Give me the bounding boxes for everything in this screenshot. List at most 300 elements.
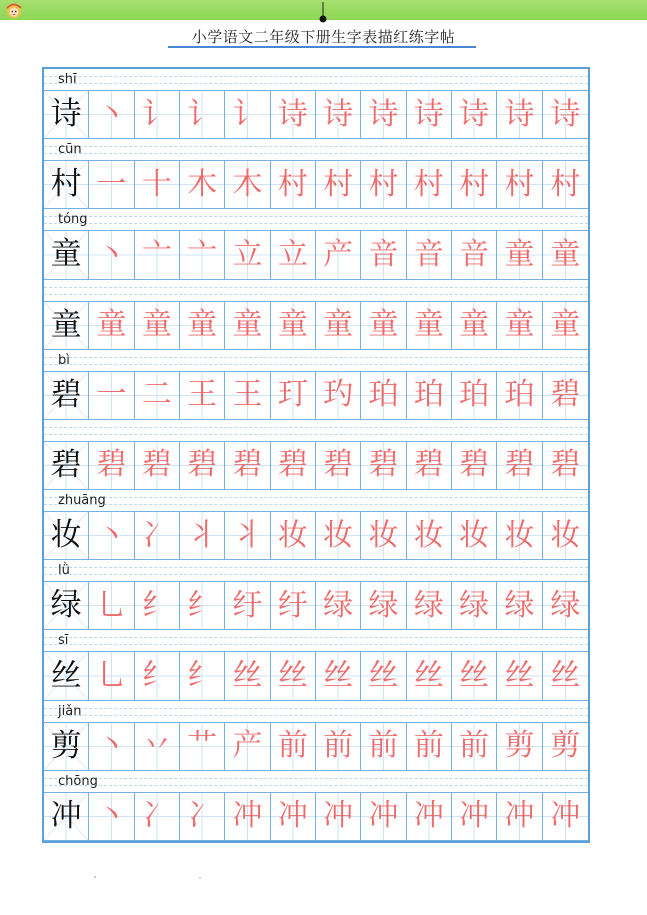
trace-character-cell (180, 793, 225, 841)
trace-character-cell (180, 91, 225, 139)
trace-character-cell (271, 302, 316, 350)
trace-character-cell (543, 161, 588, 209)
trace-character-cell (225, 582, 270, 630)
trace-character: 童 (277, 307, 308, 343)
trace-character-cell (135, 652, 180, 700)
trace-character-cell (89, 512, 134, 560)
trace-character: 诗 (413, 96, 444, 132)
trace-character: 诗 (323, 96, 354, 132)
trace-character: 王 (232, 377, 263, 413)
trace-character: 立 (277, 236, 308, 272)
trace-character-cell (316, 582, 361, 630)
trace-character-cell (407, 652, 452, 700)
trace-character-cell (180, 161, 225, 209)
trace-character-cell (452, 231, 497, 279)
trace-character-cell (180, 372, 225, 420)
trace-character-cell (225, 302, 270, 350)
trace-character-cell (271, 793, 316, 841)
trace-character: 绿 (368, 587, 399, 623)
practice-row (44, 420, 588, 490)
trace-character: 妆 (368, 517, 399, 553)
trace-character: 丝 (368, 658, 399, 694)
trace-character-cell (271, 652, 316, 700)
trace-character-cell (497, 442, 542, 490)
trace-character-cell (407, 372, 452, 420)
model-character-cell (44, 231, 89, 279)
trace-character-cell (407, 91, 452, 139)
trace-character: 珀 (459, 377, 490, 413)
trace-character-cell (89, 161, 134, 209)
trace-character-cell (361, 372, 406, 420)
trace-character-cell (225, 512, 270, 560)
trace-character: 妆 (323, 517, 354, 553)
trace-character-cell (135, 161, 180, 209)
trace-character: 丝 (323, 658, 354, 694)
trace-character: 冫 (187, 798, 218, 834)
trace-character: 一 (96, 377, 127, 413)
trace-character: 童 (413, 307, 444, 343)
trace-character-cell (497, 302, 542, 350)
trace-character: 村 (459, 166, 490, 202)
trace-character: 前 (413, 728, 444, 764)
trace-character: 冲 (368, 798, 399, 834)
pinyin-label: lǜ (58, 563, 70, 579)
trace-character: 立 (232, 236, 263, 272)
trace-character-cell (361, 91, 406, 139)
trace-character-cell (497, 512, 542, 560)
trace-character: 艹 (187, 728, 218, 764)
trace-character: 妆 (413, 517, 444, 553)
trace-character: 碧 (504, 447, 535, 483)
trace-character-cell (225, 231, 270, 279)
trace-character: 村 (504, 166, 535, 202)
trace-character: 绿 (323, 587, 354, 623)
trace-character: 纟 (141, 658, 172, 694)
trace-character: 村 (323, 166, 354, 202)
trace-character: 碧 (141, 447, 172, 483)
trace-character-cell (316, 512, 361, 560)
trace-character: 童 (368, 307, 399, 343)
trace-character: 二 (141, 377, 172, 413)
trace-character-cell (452, 372, 497, 420)
trace-character-cell (407, 161, 452, 209)
trace-character: 音 (459, 236, 490, 272)
practice-row (44, 280, 588, 350)
trace-character: 丝 (277, 658, 308, 694)
trace-character-cell (89, 231, 134, 279)
trace-character-cell (361, 231, 406, 279)
model-character: 冲 (50, 797, 82, 834)
trace-character: 乚 (96, 587, 127, 623)
title-underline (168, 46, 476, 48)
trace-character-cell (316, 442, 361, 490)
trace-character: 丝 (413, 658, 444, 694)
model-character: 童 (50, 306, 82, 343)
trace-character-cell (135, 302, 180, 350)
trace-character-cell (543, 302, 588, 350)
trace-character-cell (361, 442, 406, 490)
pinyin-label: tóng (58, 212, 88, 228)
trace-character-cell (407, 302, 452, 350)
trace-character: 碧 (550, 377, 581, 413)
trace-character: 前 (277, 728, 308, 764)
trace-character-cell (543, 442, 588, 490)
trace-character: 童 (504, 236, 535, 272)
model-character-cell (44, 91, 89, 139)
trace-character: 妆 (550, 517, 581, 553)
trace-character-cell (225, 442, 270, 490)
trace-character-cell (316, 302, 361, 350)
trace-character: 纟 (187, 587, 218, 623)
trace-character: 童 (459, 307, 490, 343)
trace-character: 珀 (413, 377, 444, 413)
trace-character: 讠 (187, 96, 218, 132)
trace-character-cell (89, 793, 134, 841)
trace-character-cell (271, 582, 316, 630)
trace-character-cell (135, 231, 180, 279)
model-character: 童 (50, 236, 82, 273)
trace-character: 童 (187, 307, 218, 343)
trace-character-cell (361, 582, 406, 630)
trace-character-cell (89, 582, 134, 630)
trace-character-cell (271, 442, 316, 490)
model-character: 碧 (50, 376, 82, 413)
trace-character: 十 (141, 166, 172, 202)
trace-character: 碧 (368, 447, 399, 483)
trace-character: 童 (550, 236, 581, 272)
pinyin-band (44, 490, 588, 512)
trace-character-cell (225, 723, 270, 771)
trace-character-cell (135, 372, 180, 420)
trace-character-cell (180, 652, 225, 700)
trace-character-cell (316, 723, 361, 771)
trace-character-cell (316, 231, 361, 279)
trace-character-cell (361, 793, 406, 841)
model-character-cell (44, 723, 89, 771)
trace-character-cell (543, 512, 588, 560)
trace-character: 纟 (187, 658, 218, 694)
practice-row (44, 139, 588, 209)
trace-character-cell (543, 652, 588, 700)
model-character: 诗 (50, 96, 82, 133)
trace-character-cell (407, 512, 452, 560)
trace-character-cell (452, 793, 497, 841)
trace-character: 丶 (96, 798, 127, 834)
practice-grid (42, 67, 590, 843)
trace-character: 纡 (232, 587, 263, 623)
model-character: 村 (50, 166, 82, 203)
practice-row (44, 490, 588, 560)
trace-character: 妆 (277, 517, 308, 553)
pinyin-band (44, 350, 588, 372)
trace-character-cell (180, 231, 225, 279)
trace-character-cell (135, 442, 180, 490)
trace-character-cell (361, 723, 406, 771)
trace-character-cell (180, 723, 225, 771)
pinyin-label: chōng (58, 773, 98, 789)
model-character: 妆 (50, 517, 82, 554)
trace-character: 冫 (141, 798, 172, 834)
pinyin-band (44, 69, 588, 91)
trace-character: 童 (323, 307, 354, 343)
trace-character-cell (89, 372, 134, 420)
trace-character: 珀 (368, 377, 399, 413)
trace-character-cell (271, 372, 316, 420)
practice-row (44, 560, 588, 630)
pinyin-band (44, 701, 588, 723)
trace-character-cell (225, 793, 270, 841)
model-character: 剪 (50, 727, 82, 764)
trace-character: 村 (368, 166, 399, 202)
trace-character-cell (180, 302, 225, 350)
pinyin-label: cūn (58, 142, 82, 158)
trace-character: 冲 (413, 798, 444, 834)
trace-character-cell (316, 652, 361, 700)
trace-character-cell (271, 91, 316, 139)
trace-character-cell (361, 302, 406, 350)
trace-character: 妆 (504, 517, 535, 553)
trace-character: 诗 (459, 96, 490, 132)
trace-character-cell (407, 582, 452, 630)
practice-row (44, 630, 588, 700)
trace-character-cell (361, 652, 406, 700)
pinyin-label: jiǎn (58, 703, 82, 719)
trace-character: 诗 (550, 96, 581, 132)
cartoon-logo-icon (3, 2, 25, 20)
trace-character-cell (543, 231, 588, 279)
trace-character: 珀 (504, 377, 535, 413)
trace-character: 诗 (504, 96, 535, 132)
trace-character: 前 (459, 728, 490, 764)
trace-character-cell (497, 161, 542, 209)
trace-character-cell (452, 302, 497, 350)
trace-character: 绿 (413, 587, 444, 623)
trace-character: 冲 (550, 798, 581, 834)
trace-character: 音 (368, 236, 399, 272)
model-character-cell (44, 512, 89, 560)
page-title: 小学语文二年级下册生字表描红练字帖 (191, 28, 456, 46)
model-character-cell (44, 161, 89, 209)
model-character-cell (44, 793, 89, 841)
trace-character: 产 (323, 236, 354, 272)
pinyin-band (44, 630, 588, 652)
model-character: 丝 (50, 657, 82, 694)
trace-character: 冫 (141, 517, 172, 553)
trace-character-cell (543, 91, 588, 139)
trace-character: 绿 (550, 587, 581, 623)
model-character: 绿 (50, 587, 82, 624)
trace-character-cell (316, 161, 361, 209)
trace-character-cell (543, 723, 588, 771)
pinyin-band (44, 139, 588, 161)
trace-character-cell (543, 582, 588, 630)
trace-character: 碧 (413, 447, 444, 483)
trace-character: 剪 (504, 728, 535, 764)
trace-character: 王 (187, 377, 218, 413)
pinyin-label: bì (58, 352, 70, 368)
pinyin-band (44, 209, 588, 231)
trace-character: 乚 (96, 658, 127, 694)
trace-character: 诗 (277, 96, 308, 132)
trace-character: 冲 (232, 798, 263, 834)
trace-character-cell (89, 302, 134, 350)
model-character-cell (44, 582, 89, 630)
trace-character: 纡 (277, 587, 308, 623)
trace-character-cell (180, 442, 225, 490)
model-character-cell (44, 372, 89, 420)
trace-character: 丶 (96, 728, 127, 764)
trace-character: 妆 (459, 517, 490, 553)
trace-character: 亠 (187, 236, 218, 272)
practice-row (44, 209, 588, 279)
trace-character: 剪 (550, 728, 581, 764)
trace-character-cell (407, 723, 452, 771)
trace-character: 丬 (232, 517, 263, 553)
trace-character: 冲 (459, 798, 490, 834)
trace-character-cell (180, 582, 225, 630)
practice-row (44, 69, 588, 139)
trace-character: 玓 (323, 377, 354, 413)
trace-character-cell (89, 723, 134, 771)
trace-character-cell (316, 793, 361, 841)
trace-character-cell (271, 723, 316, 771)
trace-character: 前 (323, 728, 354, 764)
trace-character-cell (452, 512, 497, 560)
trace-character: 木 (187, 166, 218, 202)
trace-character: 村 (550, 166, 581, 202)
trace-character: 丝 (504, 658, 535, 694)
trace-character-cell (543, 793, 588, 841)
trace-character: 讠 (232, 96, 263, 132)
trace-character-cell (135, 793, 180, 841)
trace-character: 木 (232, 166, 263, 202)
trace-character: 冲 (323, 798, 354, 834)
trace-character: 碧 (550, 447, 581, 483)
trace-character-cell (361, 161, 406, 209)
trace-character: 碧 (96, 447, 127, 483)
practice-row (44, 771, 588, 841)
trace-character-cell (543, 372, 588, 420)
pinyin-band (44, 420, 588, 442)
pinyin-label: sī (58, 633, 69, 649)
trace-character-cell (89, 652, 134, 700)
model-character-cell (44, 652, 89, 700)
trace-character: 一 (96, 166, 127, 202)
trace-character-cell (225, 652, 270, 700)
trace-character: 村 (413, 166, 444, 202)
trace-character-cell (497, 372, 542, 420)
practice-row (44, 701, 588, 771)
trace-character: 童 (504, 307, 535, 343)
trace-character: 碧 (459, 447, 490, 483)
trace-character-cell (225, 161, 270, 209)
trace-character-cell (407, 793, 452, 841)
trace-character-cell (89, 91, 134, 139)
trace-character-cell (135, 512, 180, 560)
practice-row (44, 350, 588, 420)
model-character-cell (44, 442, 89, 490)
trace-character-cell (497, 91, 542, 139)
trace-character: 亠 (141, 236, 172, 272)
trace-character-cell (407, 231, 452, 279)
trace-character: 童 (550, 307, 581, 343)
trace-character-cell (452, 723, 497, 771)
trace-character: 碧 (232, 447, 263, 483)
trace-character: 童 (96, 307, 127, 343)
trace-character: 绿 (459, 587, 490, 623)
trace-character-cell (316, 372, 361, 420)
trace-character: 丶 (96, 236, 127, 272)
trace-character: 童 (232, 307, 263, 343)
trace-character-cell (135, 91, 180, 139)
trace-character: 前 (368, 728, 399, 764)
trace-character-cell (135, 582, 180, 630)
model-character-cell (44, 302, 89, 350)
trace-character: 丝 (232, 658, 263, 694)
trace-character-cell (452, 161, 497, 209)
trace-character-cell (89, 442, 134, 490)
trace-character: 碧 (187, 447, 218, 483)
pinyin-label: shī (58, 72, 77, 87)
trace-character: 丝 (459, 658, 490, 694)
trace-character: 村 (277, 166, 308, 202)
pinyin-band (44, 771, 588, 793)
trace-character-cell (497, 723, 542, 771)
trace-character: 丬 (187, 517, 218, 553)
trace-character: 碧 (323, 447, 354, 483)
trace-character-cell (407, 442, 452, 490)
trace-character-cell (361, 512, 406, 560)
trace-character-cell (271, 512, 316, 560)
trace-character-cell (497, 231, 542, 279)
trace-character-cell (271, 231, 316, 279)
trace-character-cell (452, 582, 497, 630)
trace-character: 纟 (141, 587, 172, 623)
trace-character: 讠 (141, 96, 172, 132)
trace-character-cell (225, 372, 270, 420)
pinyin-label: zhuāng (58, 493, 106, 509)
trace-character-cell (497, 652, 542, 700)
trace-character: 产 (232, 728, 263, 764)
model-character: 碧 (50, 446, 82, 483)
trace-character-cell (271, 161, 316, 209)
trace-character: 音 (413, 236, 444, 272)
trace-character: 丝 (550, 658, 581, 694)
trace-character: 丶 (96, 517, 127, 553)
trace-character: 童 (141, 307, 172, 343)
trace-character-cell (180, 512, 225, 560)
trace-character-cell (135, 723, 180, 771)
trace-character-cell (452, 442, 497, 490)
trace-character: 玎 (277, 377, 308, 413)
trace-character-cell (452, 91, 497, 139)
trace-character: 冲 (277, 798, 308, 834)
trace-character: 丷 (141, 728, 172, 764)
trace-character: 诗 (368, 96, 399, 132)
trace-character: 冲 (504, 798, 535, 834)
trace-character-cell (452, 652, 497, 700)
trace-character: 碧 (277, 447, 308, 483)
trace-character: 绿 (504, 587, 535, 623)
pushpin-icon (319, 2, 327, 24)
trace-character-cell (497, 793, 542, 841)
trace-character-cell (497, 582, 542, 630)
trace-character-cell (316, 91, 361, 139)
footer-dots (0, 872, 647, 882)
pinyin-band (44, 560, 588, 582)
trace-character: 丶 (96, 96, 127, 132)
pinyin-band (44, 280, 588, 302)
